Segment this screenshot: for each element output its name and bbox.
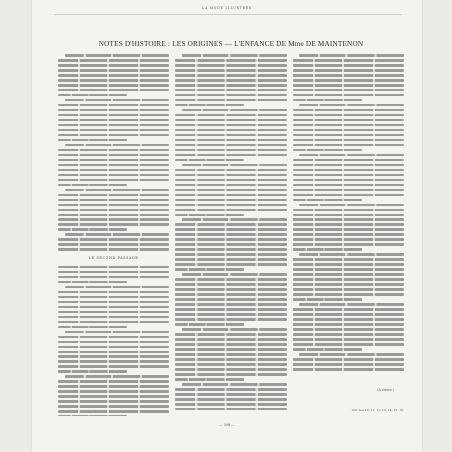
text-line xyxy=(58,74,169,77)
text-line xyxy=(293,194,404,197)
text-line xyxy=(58,390,169,393)
text-line xyxy=(58,301,169,304)
text-line xyxy=(293,94,404,97)
text-line xyxy=(58,204,169,207)
text-line xyxy=(293,64,404,67)
text-line xyxy=(175,408,286,411)
text-line xyxy=(58,296,169,299)
text-line xyxy=(293,228,404,231)
text-line xyxy=(299,104,404,107)
text-line xyxy=(175,139,286,142)
text-line xyxy=(58,400,169,403)
text-line xyxy=(58,311,169,314)
text-line xyxy=(175,253,286,256)
text-line xyxy=(175,378,244,381)
text-line xyxy=(175,149,286,152)
text-line xyxy=(58,291,169,294)
text-line xyxy=(58,84,169,87)
footnote: Voir nos 10, 11, 12, 13, 14, 15, 16. xyxy=(351,408,404,412)
text-line xyxy=(175,89,286,92)
text-line xyxy=(58,89,169,92)
text-line xyxy=(175,154,286,157)
continued-note: (A suivre.) xyxy=(377,388,394,392)
text-line xyxy=(293,293,404,296)
column-right xyxy=(293,54,404,416)
text-line xyxy=(58,306,169,309)
text-line xyxy=(65,144,170,147)
text-line xyxy=(58,341,169,344)
text-line xyxy=(58,164,169,167)
text-line xyxy=(175,373,286,376)
text-line xyxy=(175,353,286,356)
text-line xyxy=(293,169,404,172)
text-line xyxy=(175,388,286,391)
text-line xyxy=(58,169,169,172)
text-line xyxy=(293,248,362,251)
text-line xyxy=(293,199,362,202)
text-line xyxy=(293,273,404,276)
text-line xyxy=(65,99,170,102)
text-line xyxy=(58,109,169,112)
text-line xyxy=(175,243,286,246)
text-line xyxy=(175,114,286,117)
text-line xyxy=(58,79,169,82)
text-line xyxy=(175,59,286,62)
text-line xyxy=(58,243,169,246)
text-line xyxy=(58,59,169,62)
text-line xyxy=(175,368,286,371)
text-line xyxy=(299,303,404,306)
text-line xyxy=(175,293,286,296)
text-line xyxy=(175,119,286,122)
text-line xyxy=(58,355,169,358)
text-line xyxy=(58,218,169,221)
text-line xyxy=(175,64,286,67)
text-line xyxy=(175,134,286,137)
text-line xyxy=(175,199,286,202)
text-line xyxy=(58,405,169,408)
text-line xyxy=(293,119,404,122)
section-subhead: LE SECOND PASSAGE xyxy=(88,256,139,261)
text-line xyxy=(293,79,404,82)
text-line xyxy=(65,233,170,236)
text-line xyxy=(293,144,404,147)
text-line xyxy=(293,139,404,142)
text-line xyxy=(299,54,404,57)
text-line xyxy=(175,169,286,172)
text-line xyxy=(175,179,286,182)
text-line xyxy=(293,333,404,336)
text-line xyxy=(65,189,170,192)
text-line xyxy=(293,323,404,326)
text-line xyxy=(182,164,287,167)
article-body xyxy=(58,54,404,416)
text-line xyxy=(58,276,169,279)
running-header: LA MODE ILLUSTRÉE xyxy=(201,6,253,10)
text-line xyxy=(175,69,286,72)
text-line xyxy=(293,184,404,187)
text-line xyxy=(58,69,169,72)
text-line xyxy=(299,353,404,356)
text-line xyxy=(58,415,127,416)
text-line xyxy=(293,348,362,351)
text-line xyxy=(293,283,404,286)
page-number: — 398 — xyxy=(219,423,235,427)
text-line xyxy=(175,84,286,87)
text-line xyxy=(293,318,404,321)
text-line xyxy=(175,343,286,346)
text-line xyxy=(175,174,286,177)
text-line xyxy=(182,383,287,386)
text-line xyxy=(175,333,286,336)
column-middle xyxy=(175,54,286,416)
text-line xyxy=(293,109,404,112)
text-line xyxy=(175,398,286,401)
text-line xyxy=(293,174,404,177)
text-line xyxy=(58,114,169,117)
text-line xyxy=(293,164,404,167)
text-line xyxy=(175,79,286,82)
text-line xyxy=(175,298,286,301)
text-line xyxy=(293,243,404,246)
text-line xyxy=(58,214,169,217)
text-line xyxy=(182,109,287,112)
text-block xyxy=(293,54,404,371)
text-line xyxy=(58,184,127,187)
text-line xyxy=(293,74,404,77)
text-line xyxy=(175,144,286,147)
text-line xyxy=(175,214,244,217)
magazine-page xyxy=(32,0,422,452)
text-line xyxy=(175,318,286,321)
text-line xyxy=(293,328,404,331)
text-line xyxy=(293,134,404,137)
text-line xyxy=(58,271,169,274)
article-title: NOTES D'HISTOIRE : LES ORIGINES — L'ENFANCE DE Mme DE MAINTENON xyxy=(98,40,364,48)
text-line xyxy=(293,313,404,316)
text-line xyxy=(65,331,170,334)
text-line xyxy=(175,184,286,187)
text-line xyxy=(175,363,286,366)
text-line xyxy=(175,248,286,251)
text-line xyxy=(58,209,169,212)
text-line xyxy=(58,154,169,157)
text-line xyxy=(175,313,286,316)
text-line xyxy=(182,54,287,57)
text-line xyxy=(299,204,404,207)
text-line xyxy=(58,119,169,122)
text-line xyxy=(58,129,169,132)
text-line xyxy=(58,351,169,354)
text-line xyxy=(175,99,286,102)
text-line xyxy=(299,154,404,157)
text-line xyxy=(175,403,286,406)
text-line xyxy=(175,204,286,207)
text-line xyxy=(182,328,287,331)
text-line xyxy=(293,268,404,271)
text-line xyxy=(293,343,404,346)
text-line xyxy=(293,99,362,102)
text-line xyxy=(58,199,169,202)
text-line xyxy=(175,358,286,361)
text-line xyxy=(58,149,169,152)
text-line xyxy=(293,84,404,87)
text-line xyxy=(58,238,169,241)
text-line xyxy=(293,214,404,217)
text-line xyxy=(175,94,286,97)
text-line xyxy=(58,281,127,284)
text-line xyxy=(58,174,169,177)
text-line xyxy=(58,228,127,231)
text-line xyxy=(58,316,169,319)
text-line xyxy=(58,104,169,107)
text-line xyxy=(293,288,404,291)
text-line xyxy=(175,194,286,197)
text-line xyxy=(182,273,287,276)
text-line xyxy=(175,263,286,266)
text-line xyxy=(293,129,404,132)
text-line xyxy=(293,124,404,127)
text-line xyxy=(293,59,404,62)
text-line xyxy=(175,258,286,261)
text-line xyxy=(175,393,286,396)
text-line xyxy=(58,64,169,67)
text-line xyxy=(58,370,127,373)
text-line xyxy=(58,360,169,363)
text-line xyxy=(58,248,169,251)
text-line xyxy=(58,321,169,324)
text-line xyxy=(293,278,404,281)
header-rule xyxy=(54,14,402,15)
text-line xyxy=(293,69,404,72)
text-line xyxy=(293,258,404,261)
text-line xyxy=(58,139,127,142)
text-line xyxy=(293,89,404,92)
text-line xyxy=(293,338,404,341)
text-line xyxy=(65,375,170,378)
text-line xyxy=(175,209,286,212)
text-line xyxy=(182,218,287,221)
text-line xyxy=(58,159,169,162)
text-line xyxy=(58,326,127,329)
text-line xyxy=(58,385,169,388)
text-line xyxy=(58,380,169,383)
text-line xyxy=(293,179,404,182)
text-block xyxy=(175,54,286,410)
text-block xyxy=(58,54,169,416)
text-line xyxy=(293,298,362,301)
text-line xyxy=(293,189,404,192)
text-line xyxy=(175,129,286,132)
text-line xyxy=(65,54,170,57)
text-line xyxy=(293,149,362,152)
text-line xyxy=(58,346,169,349)
text-line xyxy=(58,194,169,197)
text-line xyxy=(58,410,169,413)
text-line xyxy=(175,233,286,236)
text-line xyxy=(175,124,286,127)
text-line xyxy=(293,358,404,361)
text-line xyxy=(175,323,244,326)
text-line xyxy=(175,338,286,341)
column-left xyxy=(58,54,169,416)
text-line xyxy=(175,308,286,311)
text-line xyxy=(58,223,169,226)
text-line xyxy=(175,268,244,271)
text-line xyxy=(58,94,127,97)
text-line xyxy=(293,159,404,162)
text-line xyxy=(299,253,404,256)
text-line xyxy=(175,278,286,281)
text-line xyxy=(293,209,404,212)
text-line xyxy=(293,363,404,366)
text-line xyxy=(175,348,286,351)
text-line xyxy=(58,134,169,137)
text-line xyxy=(58,365,169,368)
text-line xyxy=(293,223,404,226)
text-line xyxy=(175,104,244,107)
text-line xyxy=(58,395,169,398)
text-line xyxy=(58,179,169,182)
text-line xyxy=(175,189,286,192)
text-line xyxy=(293,263,404,266)
text-line xyxy=(175,223,286,226)
text-line xyxy=(175,228,286,231)
text-line xyxy=(293,308,404,311)
text-line xyxy=(65,286,170,289)
text-line xyxy=(58,124,169,127)
text-line xyxy=(175,283,286,286)
text-line xyxy=(175,74,286,77)
text-line xyxy=(58,336,169,339)
text-line xyxy=(58,266,169,269)
text-line xyxy=(293,368,404,371)
text-line xyxy=(293,238,404,241)
text-line xyxy=(293,233,404,236)
text-line xyxy=(175,238,286,241)
text-line xyxy=(293,218,404,221)
text-line xyxy=(175,288,286,291)
text-line xyxy=(293,114,404,117)
text-line xyxy=(175,159,244,162)
text-line xyxy=(175,303,286,306)
